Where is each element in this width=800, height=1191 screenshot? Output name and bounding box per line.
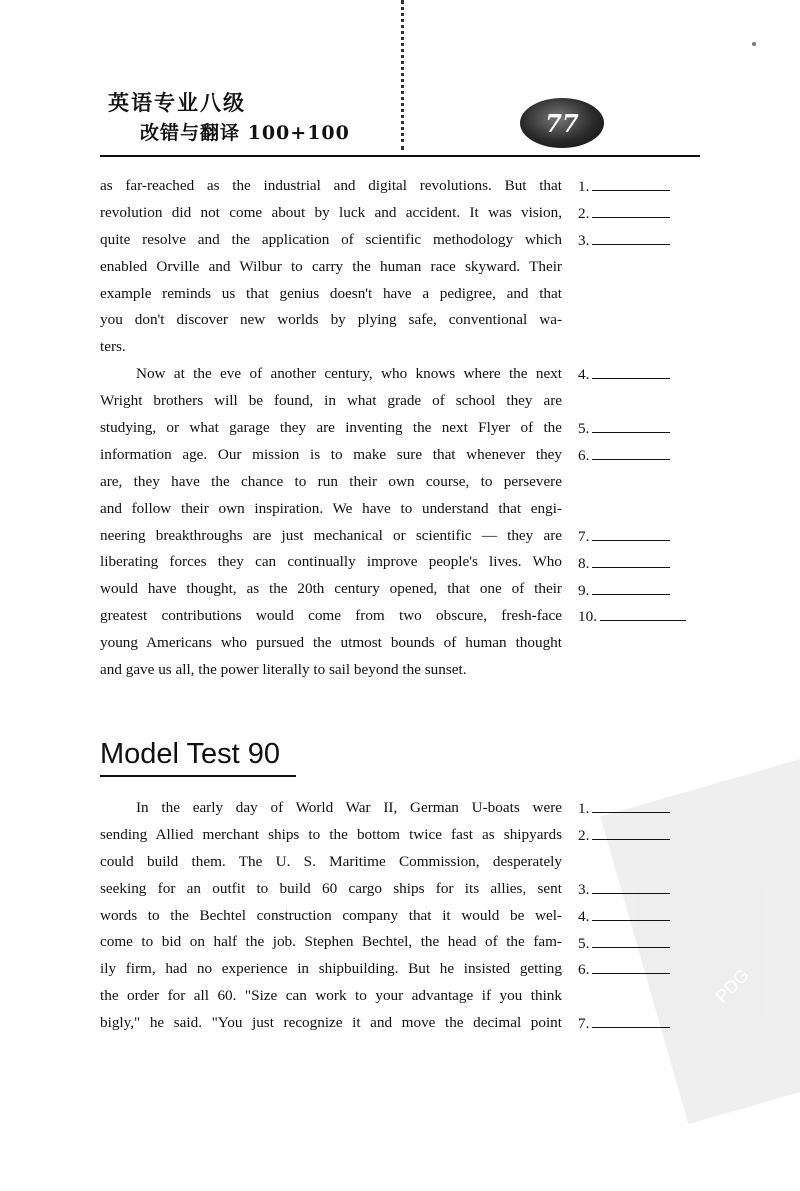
answer-line[interactable] [592,903,670,921]
text-line: could build them. The U. S. Maritime Commission, desperately [100,852,562,870]
answer-line[interactable] [592,227,670,245]
text-line: example reminds us that genius doesn't have a pedigree, and that [100,284,562,302]
answer-line[interactable] [592,523,670,541]
answer-line[interactable] [592,550,670,568]
text-line: enabled Orville and Wilbur to carry the human race skyward. Their [100,257,562,275]
text-line: greatest contributions would come from two obscure, fresh-face [100,607,562,625]
text-line: bigly," he said. "You just recognize it and move the decimal point [100,1014,562,1032]
text-line: ters. [100,338,126,356]
running-head-line1: 英语专业八级 [108,90,246,115]
answer-blank-6[interactable] [578,956,670,984]
answer-number: 1. [578,178,590,195]
answer-blank-7[interactable] [578,523,670,551]
answer-line[interactable] [592,442,670,460]
header-rule [100,155,700,157]
running-head [108,88,350,148]
answer-line[interactable] [592,876,670,894]
answer-number: 9. [578,581,590,599]
answer-blank-5[interactable] [578,930,670,958]
passage-2-paragraph-1 [100,795,562,1037]
answer-blank-9[interactable] [578,577,670,605]
passage-2 [100,795,590,1037]
binding-dotted-line [401,0,404,150]
watermark-text: PDG [711,964,753,1007]
page-number-badge [520,98,604,148]
answer-blank-4[interactable] [578,903,670,931]
text-line: Wright brothers will be found, in what grade of school they are [100,392,562,410]
running-head-line2: 改错与翻译 100+100 [140,122,350,144]
answer-line[interactable] [600,603,686,621]
answer-line[interactable] [592,930,670,948]
answer-number: 3. [578,880,590,898]
text-line: words to the Bechtel construction company that it would be wel- [100,906,562,924]
answer-number: 8. [578,554,590,572]
answer-line[interactable] [592,956,670,974]
text-line: and gave us all, the power literally to sail beyond the sunset. [100,661,467,679]
answer-number: 7. [578,1015,590,1033]
answer-number: 7. [578,527,590,545]
answer-number: 3. [578,231,590,249]
text-line: quite resolve and the application of scientific methodology which [100,230,562,248]
answer-line[interactable] [592,415,670,433]
answer-number: 6. [578,961,590,979]
text-line: as far-reached as the industrial and digital revolutions. But that [100,177,562,194]
answer-blank-3[interactable] [578,876,670,904]
text-line: young Americans who pursued the utmost bounds of human thought [100,634,562,652]
answer-blank-7[interactable] [578,1010,670,1038]
text-line: would have thought, as the 20th century opened, that one of their [100,580,562,598]
section-title: Model Test 90 [100,738,281,770]
section-title-underline [100,775,296,777]
text-line: studying, or what garage they are inventing the next Flyer of the [100,419,562,437]
passage-1 [100,173,597,684]
answer-blank-8[interactable] [578,550,670,578]
answer-number: 2. [578,826,590,844]
answer-blank-2[interactable] [578,822,670,850]
answer-blank-1[interactable] [578,173,670,201]
answer-line[interactable] [592,577,670,595]
answer-number: 10. [578,608,597,626]
scan-speck [752,42,756,46]
passage-1-paragraph-2 [100,361,562,684]
answer-blank-1[interactable] [578,795,670,823]
text-line: and follow their own inspiration. We have to understand that engi- [100,499,562,517]
text-line: sending Allied merchant ships to the bottom twice fast as shipyards [100,825,562,843]
answer-line[interactable] [592,822,670,840]
answer-number: 5. [578,420,590,438]
answer-number: 5. [578,934,590,952]
answer-number: 6. [578,447,590,464]
text-line: seeking for an outfit to build 60 cargo ships for its allies, sent [100,879,562,897]
text-line: ily firm, had no experience in shipbuilding. But he insisted getting [100,960,562,978]
text-line: liberating forces they can continually improve people's lives. Who [100,553,562,571]
answer-blank-5[interactable] [578,415,670,443]
text-line: are, they have the chance to run their own course, to persevere [100,472,562,490]
answer-line[interactable] [592,795,670,813]
text-line: Now at the eve of another century, who knows where the next [136,365,562,383]
answer-line[interactable] [592,1010,670,1028]
text-line: the order for all 60. "Size can work to your advantage if you think [100,987,562,1005]
answer-blank-3[interactable] [578,227,670,255]
text-line: neering breakthroughs are just mechanical or scientific — they are [100,526,562,544]
text-line: you don't discover new worlds by plying safe, conventional wa- [100,311,562,329]
answer-line[interactable] [592,173,670,191]
text-line: In the early day of World War II, German U-boats were [136,799,562,816]
answer-blank-10[interactable] [578,603,686,631]
answer-blank-2[interactable] [578,200,670,228]
passage-1-paragraph-1 [100,173,562,361]
text-line: revolution did not come about by luck and accident. It was vision, [100,203,562,221]
page-number: 77 [545,108,579,138]
answer-blank-4[interactable] [578,361,670,389]
answer-line[interactable] [592,361,670,379]
answer-line[interactable] [592,200,670,218]
text-line: information age. Our mission is to make sure that whenever they [100,445,562,463]
text-line: come to bid on half the job. Stephen Bechtel, the head of the fam- [100,933,562,951]
answer-number: 1. [578,800,590,817]
answer-number: 2. [578,204,590,222]
answer-number: 4. [578,366,590,384]
answer-blank-6[interactable] [578,442,670,470]
answer-number: 4. [578,907,590,925]
